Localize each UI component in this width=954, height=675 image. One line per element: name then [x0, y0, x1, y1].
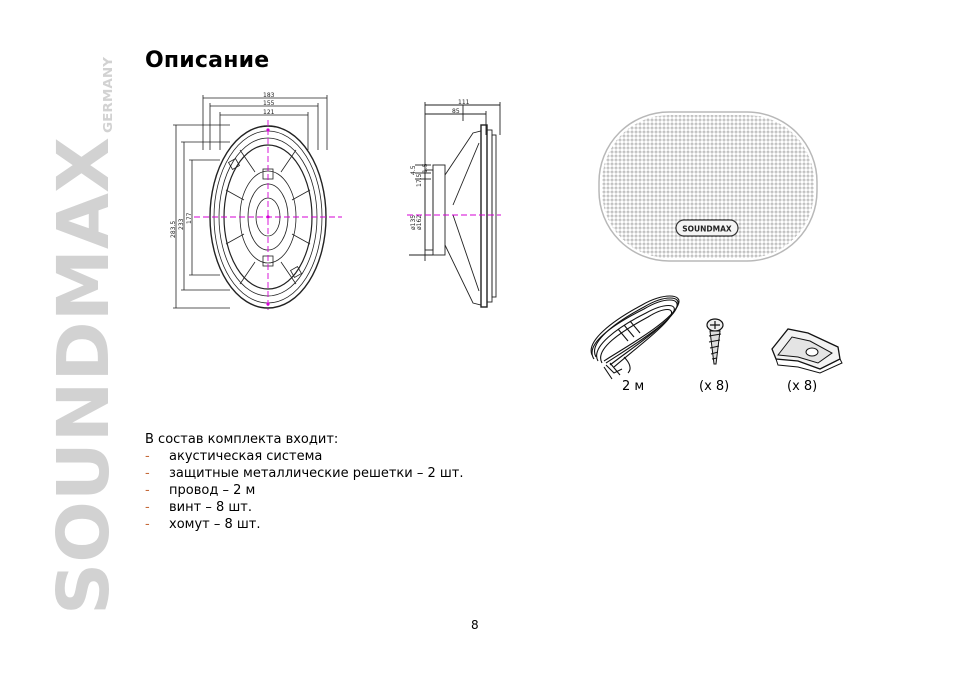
dim-top-155: 155	[263, 100, 275, 107]
brand-name: SOUNDMAX	[42, 147, 125, 615]
bullet-dash: -	[145, 517, 150, 532]
bullet-dash: -	[145, 483, 150, 498]
list-item	[145, 499, 464, 516]
kit-item-screws: винт – 8 шт.	[169, 500, 252, 515]
dim-side-17-5: 17.5	[416, 173, 423, 187]
kit-item-wire: провод – 2 м	[169, 483, 256, 498]
kit-contents	[145, 431, 464, 533]
brand-watermark	[42, 40, 125, 620]
dim-side-135: ø135	[410, 214, 417, 230]
list-item	[145, 448, 464, 465]
dim-side-1-5: 1.5	[422, 163, 429, 173]
screw-caption: (x 8)	[699, 379, 730, 394]
speaker-front-drawing	[170, 90, 345, 315]
protective-grille-image	[598, 110, 818, 263]
dim-left-177: 177	[186, 212, 193, 224]
clip-caption: (x 8)	[787, 379, 818, 394]
kit-item-clips: хомут – 8 шт.	[169, 517, 261, 532]
kit-item-grilles: защитные металлические решетки – 2 шт.	[169, 466, 464, 481]
screw-icon	[704, 318, 728, 368]
wire-coil-icon	[584, 289, 686, 381]
dim-side-85: 85	[452, 108, 460, 115]
bullet-dash: -	[145, 466, 150, 481]
clip-icon	[768, 325, 846, 373]
list-item	[145, 482, 464, 499]
list-item	[145, 516, 464, 533]
brand-sub: GERMANY	[101, 65, 115, 133]
bullet-dash: -	[145, 500, 150, 515]
dim-top-121: 121	[263, 109, 275, 116]
dim-left-283: 283.5	[170, 220, 177, 238]
dim-side-111: 111	[458, 99, 470, 106]
wire-caption: 2 м	[622, 379, 645, 394]
dim-side-162: ø162	[416, 214, 423, 230]
list-item	[145, 465, 464, 482]
dim-left-233: 233	[178, 218, 185, 230]
page-number: 8	[471, 618, 479, 632]
grille-logo: SOUNDMAX	[682, 224, 732, 234]
kit-intro: В состав комплекта входит:	[145, 432, 339, 447]
dim-top-183: 183	[263, 92, 275, 99]
speaker-side-drawing	[403, 95, 503, 315]
dim-side-4-5: 4.5	[410, 165, 417, 175]
kit-item-speaker: акустическая система	[169, 449, 323, 464]
page-title: Описание	[145, 48, 270, 73]
bullet-dash: -	[145, 449, 150, 464]
